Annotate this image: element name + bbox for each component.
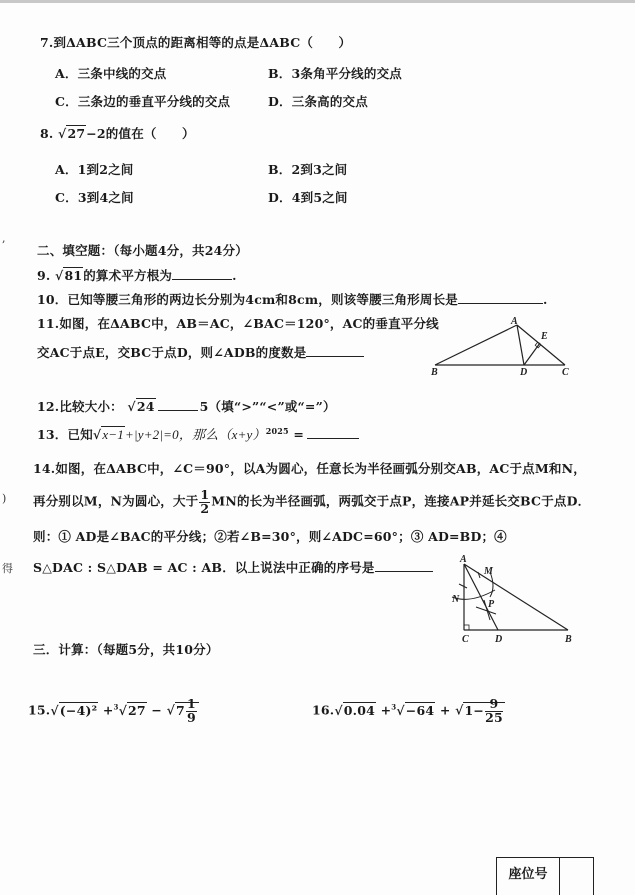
section-2-title: 二、填空题：（每小题4分，共24分） (37, 243, 248, 258)
question-12: 12.比较大小： √24 5（填“>”“<”或“=”） (37, 399, 336, 414)
fraction: $\frac{1}{2}$ (200, 487, 210, 516)
q14-triangle-figure (440, 552, 580, 644)
question-14-line2: 再分别以M，N为圆心，大于 $\frac{1}{2}$ MN的长为半径画弧，两弧交于点P，连接AP并延长交BC于点D． (33, 487, 591, 516)
margin-mark: , (2, 232, 6, 245)
q7-option-d: D．三条高的交点 (268, 94, 368, 109)
question-13: 13．已知√x−1+|y+2|=0，那么$(x+y)^{2025}$ = (37, 424, 359, 443)
sqrt-expression: √81 (55, 268, 83, 283)
q11-triangle-figure (425, 315, 575, 377)
answer-blank[interactable] (458, 291, 543, 304)
answer-blank[interactable] (375, 559, 433, 572)
sqrt-expression: √x−1 (92, 427, 124, 442)
question-10: 10．已知等腰三角形的两边长分别为4cm和8cm，则该等腰三角形周长是 . (37, 292, 548, 307)
question-14-line1: 14.如图，在ΔABC中，∠C＝90°，以A为圆心，任意长为半径画弧分别交AB，AC于点M和N， (33, 461, 586, 476)
answer-blank[interactable] (158, 398, 198, 411)
seat-number-label: 座位号 (497, 858, 560, 895)
label-d: D (520, 367, 528, 377)
fraction: $\frac{1}{9}$ (186, 696, 196, 725)
question-15: 15.√(−4)² +$^3$√27 − √7 $\frac{1}{9}$ (28, 698, 199, 724)
answer-blank[interactable] (306, 344, 364, 357)
question-8-stem: 8. √27−2的值在（ ） (40, 126, 195, 141)
q8-option-a: A．1到2之间 (55, 162, 134, 177)
label-a: A (511, 316, 518, 327)
sqrt-expression: √24 (127, 399, 155, 414)
margin-mark: ) (2, 492, 7, 505)
sqrt-expression: √27 (58, 126, 86, 141)
label-n: N (452, 594, 460, 605)
question-number: 8. (40, 126, 54, 141)
question-7-stem: 7.到ΔABC三个顶点的距离相等的点是ΔABC（ ） (40, 35, 352, 50)
q8-option-c: C．3到4之间 (55, 190, 134, 205)
q7-option-c: C．三条边的垂直平分线的交点 (55, 94, 231, 109)
answer-blank[interactable] (172, 267, 232, 280)
question-14-line4: S△DAC : S△DAB = AC : AB．以上说法中正确的序号是 (33, 558, 433, 576)
question-14-line3: 则：① AD是∠BAC的平分线；②若∠B=30°，则∠ADC=60°；③ AD=BD；④ (33, 529, 507, 544)
label-m: M (484, 566, 493, 577)
label-e: E (541, 331, 548, 342)
margin-mark: 得 (2, 562, 13, 575)
question-16: 16.√0.04 +$^3$√−64 + √1− $\frac{9}{25}$ (312, 696, 503, 725)
question-9: 9. √81的算术平方根为 . (37, 268, 237, 283)
label-c: C (462, 634, 469, 644)
q8-option-b: B．2到3之间 (268, 162, 348, 177)
question-11-line2: 交AC于点E，交BC于点D，则∠ADB的度数是 (37, 343, 364, 361)
label-p: P (488, 599, 495, 610)
answer-blank[interactable] (307, 426, 359, 439)
q8-option-d: D．4到5之间 (268, 190, 348, 205)
seat-number-field[interactable] (561, 858, 593, 895)
label-a: A (460, 554, 467, 565)
q7-option-b: B．3条角平分线的交点 (268, 66, 402, 81)
question-11-line1: 11.如图，在ΔABC中，AB＝AC，∠BAC＝120°，AC的垂直平分线 (37, 316, 439, 331)
fraction: $\frac{9}{25}$ (485, 696, 503, 725)
section-3-title: 三．计算：（每题5分，共10分） (33, 642, 219, 657)
label-d: D (495, 634, 503, 644)
label-c: C (562, 367, 569, 377)
label-b: B (565, 634, 572, 644)
q7-option-a: A．三条中线的交点 (55, 66, 167, 81)
label-b: B (431, 367, 438, 377)
top-border (0, 0, 635, 3)
seat-number-box (496, 857, 594, 895)
